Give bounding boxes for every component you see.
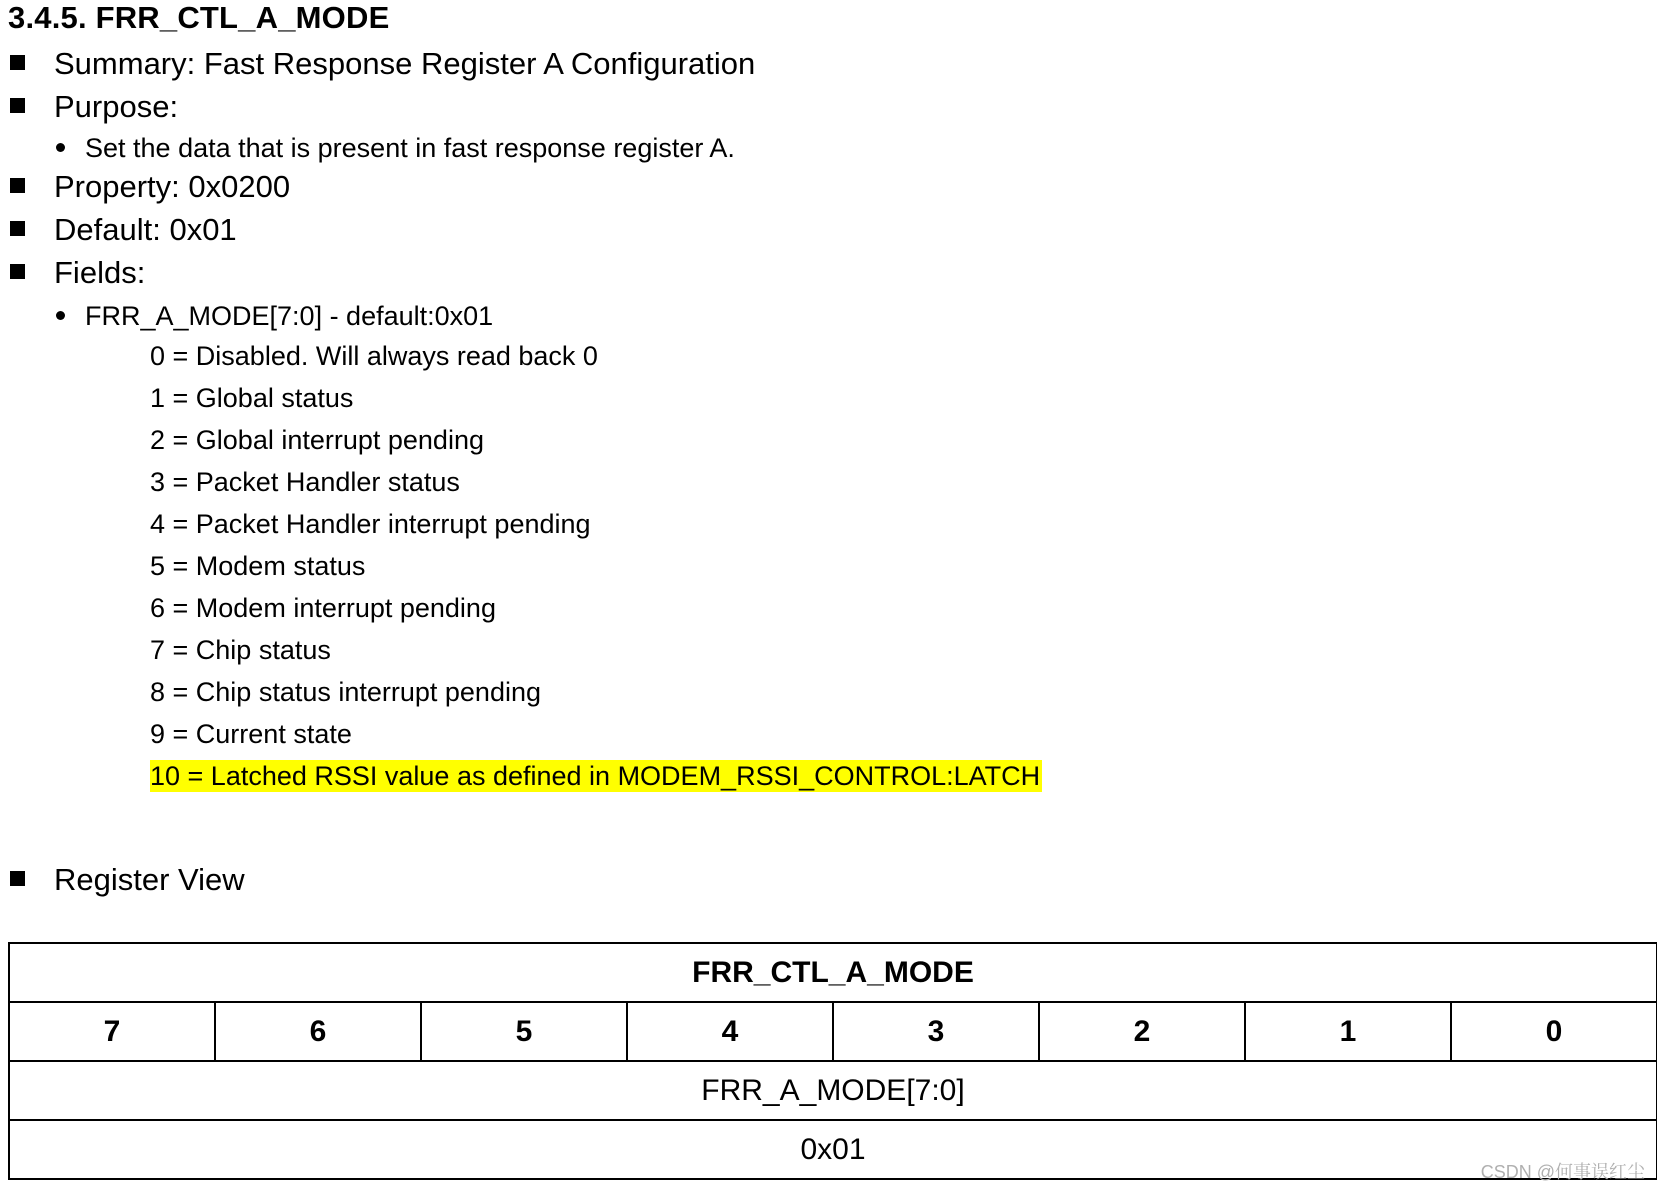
bit-cell: 3 xyxy=(833,1002,1039,1061)
value-option: 7 = Chip status xyxy=(150,635,331,665)
bit-cell: 0 xyxy=(1451,1002,1657,1061)
value-option: 6 = Modem interrupt pending xyxy=(150,593,496,623)
purpose-text: Set the data that is present in fast response register A. xyxy=(85,133,735,163)
field-entry xyxy=(56,300,493,332)
register-view-item xyxy=(10,862,245,898)
bit-cell: 7 xyxy=(9,1002,215,1061)
value-option: 4 = Packet Handler interrupt pending xyxy=(150,509,591,539)
default-text: Default: 0x01 xyxy=(54,212,237,247)
watermark: CSDN @何事误红尘 xyxy=(1480,1162,1645,1182)
register-title-cell: FRR_CTL_A_MODE xyxy=(9,943,1657,1002)
purpose-item xyxy=(10,89,178,125)
value-option: 5 = Modem status xyxy=(150,551,366,581)
value-option: 3 = Packet Handler status xyxy=(150,467,460,497)
square-bullet-icon xyxy=(10,221,25,236)
purpose-label: Purpose: xyxy=(54,89,179,124)
default-item xyxy=(10,212,237,248)
square-bullet-icon xyxy=(10,178,25,193)
value-option: 9 = Current state xyxy=(150,719,352,749)
bit-cell: 1 xyxy=(1245,1002,1451,1061)
value-option: 8 = Chip status interrupt pending xyxy=(150,677,541,707)
value-option: 0 = Disabled. Will always read back 0 xyxy=(150,341,598,371)
square-bullet-icon xyxy=(10,264,25,279)
round-bullet-icon xyxy=(56,311,65,320)
bit-cell: 2 xyxy=(1039,1002,1245,1061)
summary-item xyxy=(10,46,755,82)
register-view-label: Register View xyxy=(54,862,245,897)
value-option-highlighted: 10 = Latched RSSI value as defined in MODEM_RSSI_CONTROL:LATCH xyxy=(150,761,1041,791)
field-cell: FRR_A_MODE[7:0] xyxy=(9,1061,1657,1120)
purpose-detail xyxy=(56,132,735,164)
section-heading: 3.4.5. FRR_CTL_A_MODE xyxy=(8,0,390,35)
round-bullet-icon xyxy=(56,143,65,152)
square-bullet-icon xyxy=(10,55,25,70)
register-table xyxy=(8,942,1657,1180)
summary-text: Summary: Fast Response Register A Configuration xyxy=(54,46,756,81)
bit-cell: 4 xyxy=(627,1002,833,1061)
property-text: Property: 0x0200 xyxy=(54,169,291,204)
default-value-cell: 0x01 xyxy=(9,1120,1657,1179)
value-option: 1 = Global status xyxy=(150,383,354,413)
bit-cell: 5 xyxy=(421,1002,627,1061)
fields-item xyxy=(10,255,145,291)
square-bullet-icon xyxy=(10,98,25,113)
bit-cell: 6 xyxy=(215,1002,421,1061)
value-option: 2 = Global interrupt pending xyxy=(150,425,484,455)
property-item xyxy=(10,169,290,205)
field-name: FRR_A_MODE[7:0] - default:0x01 xyxy=(85,301,494,331)
square-bullet-icon xyxy=(10,871,25,886)
fields-label: Fields: xyxy=(54,255,146,290)
